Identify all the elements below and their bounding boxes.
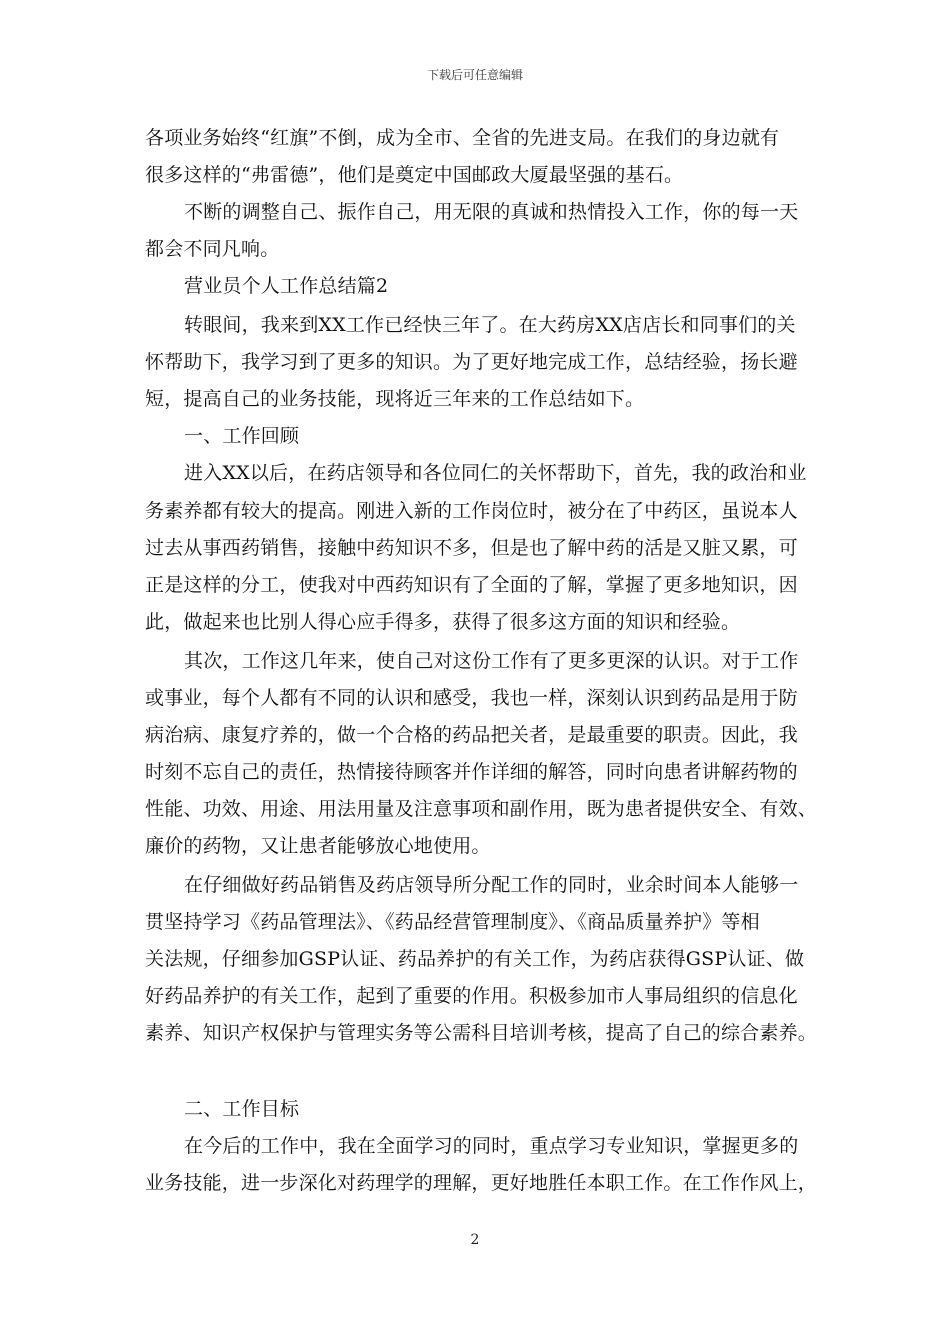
page-header: 下载后可任意编辑 [426,68,523,82]
text-line: 好药品养护的有关工作，起到了重要的作用。积极参加市人事局组织的信息化 [145,985,798,1007]
text-line: 此，做起来也比别人得心应手得多，获得了很多这方面的知识和经验。 [145,611,741,633]
text-line: 关法规，仔细参加GSP认证、药品养护的有关工作，为药店获得GSP认证、做 [145,948,805,970]
text-line: 或事业，每个人都有不同的认识和感受，我也一样，深刻认识到药品是用于防 [145,687,798,709]
text-line: 转眼间，我来到XX工作已经快三年了。在大药房XX店店长和同事们的关 [184,314,796,336]
text-line: 廉价的药物，又让患者能够放心地使用。 [145,835,491,857]
text-line: 务素养都有较大的提高。刚进入新的工作岗位时，被分在了中药区，虽说本人 [145,500,798,522]
section-heading: 二、工作目标 [184,1098,300,1120]
text-line: 各项业务始终“红旗”不倒，成为全市、全省的先进支局。在我们的身边就有 [145,127,780,149]
text-line: 在今后的工作中，我在全面学习的同时，重点学习专业知识，掌握更多的 [184,1135,799,1157]
text-line: 正是这样的分工，使我对中西药知识有了全面的了解，掌握了更多地知识，因 [145,574,798,596]
text-line: 过去从事西药销售，接触中药知识不多，但是也了解中药的活是又脏又累，可 [145,537,798,559]
text-line: 贯坚持学习《药品管理法》、《药品经营管理制度》、《商品质量养护》等相 [145,911,760,933]
text-line: 其次，工作这几年来，使自己对这份工作有了更多更深的认识。对于工作 [184,650,799,672]
text-line: 短，提高自己的业务技能，现将近三年来的工作总结如下。 [145,388,645,410]
text-line: 都会不同凡响。 [145,238,280,260]
text-line: 在仔细做好药品销售及药店领导所分配工作的同时，业余时间本人能够一 [184,874,799,896]
text-line: 怀帮助下，我学习到了更多的知识。为了更好地完成工作，总结经验，扬长避 [145,351,798,373]
text-line: 不断的调整自己、振作自己，用无限的真诚和热情投入工作，你的每一天 [184,201,799,223]
text-line: 很多这样的“弗雷德”，他们是奠定中国邮政大厦最坚强的基石。 [145,164,684,186]
text-line: 时刻不忘自己的责任，热情接待顾客并作详细的解答，同时向患者讲解药物的 [145,761,798,783]
text-line: 进入XX以后，在药店领导和各位同仁的关怀帮助下，首先，我的政治和业 [184,462,807,484]
page-number: 2 [470,1232,480,1248]
section-heading: 一、工作回顾 [184,425,300,447]
text-line: 病治病、康复疗养的，做一个合格的药品把关者，是最重要的职责。因此，我 [145,724,798,746]
text-line: 业务技能，进一步深化对药理学的理解，更好地胜任本职工作。在工作作风上， [145,1172,818,1194]
section-heading: 营业员个人工作总结篇2 [184,275,389,297]
text-line: 素养、知识产权保护与管理实务等公需科目培训考核，提高了自己的综合素养。 [145,1022,818,1044]
text-line: 性能、功效、用途、用法用量及注意事项和副作用，既为患者提供安全、有效、 [145,798,818,820]
